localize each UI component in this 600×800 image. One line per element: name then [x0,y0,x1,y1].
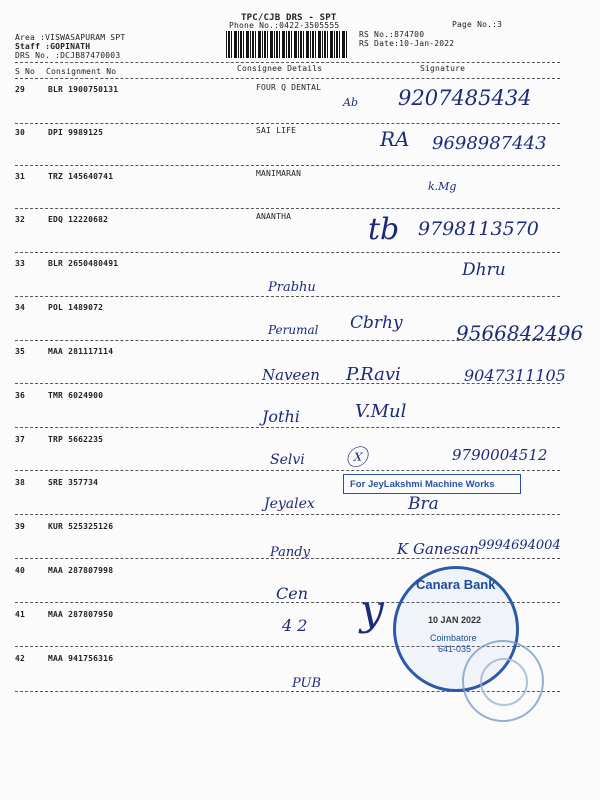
row-divider [15,165,560,166]
row-divider [15,123,560,124]
signature-scribble: y [360,585,384,634]
row-consignment: BLR 2650480491 [48,259,119,268]
row-divider [15,514,560,515]
row-sno: 37 [15,435,26,444]
row-consignment: BLR 1900750131 [48,85,119,94]
area-label: Area :VISWASAPURAM SPT [15,33,126,42]
handwritten-name: Perumal [268,323,319,337]
handwritten-name: Selvi [270,452,305,468]
signature-scribble: Ab [343,96,358,109]
row-consignment: MAA 941756316 [48,654,114,663]
row-consignment: KUR 525325126 [48,522,114,531]
bank-seal-name: Canara Bank [416,577,496,592]
rs-number: RS No.:874700 [359,30,425,39]
signature-scribble: Dhru [462,260,506,280]
handwritten-phone: 9790004512 [452,446,548,464]
handwritten-signature: 4 2 [282,616,308,635]
row-consignment: POL 1489072 [48,303,104,312]
company-stamp: For JeyLakshmi Machine Works [343,474,521,494]
header-divider [15,62,560,63]
row-sno: 30 [15,128,26,137]
handwritten-phone: 9698987443 [432,133,547,154]
signature-scribble: Cbrhy [350,313,403,333]
signature-scribble: tb [368,212,400,247]
drs-number: DRS No. :DCJB87470003 [15,51,121,60]
page-number: Page No.:3 [452,20,503,29]
column-header-signature: Signature [420,64,466,73]
handwritten-name: Naveen [262,366,320,384]
row-sno: 42 [15,654,26,663]
handwritten-signature: k.Mg [428,180,457,193]
row-consignment: TMR 6024900 [48,391,104,400]
row-consignment: MAA 287807950 [48,610,114,619]
row-sno: 41 [15,610,26,619]
bank-seal-pin: 641-035 [438,644,472,654]
column-header-sno: S No [15,67,36,76]
row-consignment: TRP 5662235 [48,435,104,444]
handwritten-signature: V.Mul [355,401,407,422]
handwritten-signature: PUB [292,676,322,691]
staff-label: Staff :GOPINATH [15,42,91,51]
handwritten-name: Jothi [262,407,300,426]
signature-scribble: Bra [408,494,439,514]
row-consignment: MAA 281117114 [48,347,114,356]
row-sno: 31 [15,172,26,181]
row-sno: 36 [15,391,26,400]
row-consignment: TRZ 145640741 [48,172,114,181]
row-sno: 29 [15,85,26,94]
handwritten-signature: K Ganesan [397,540,479,558]
handwritten-name: Jeyalex [264,496,315,512]
row-sno: 35 [15,347,26,356]
row-divider [15,427,560,428]
row-consignment: DPI 9989125 [48,128,104,137]
row-consignee: FOUR Q DENTAL [256,83,322,92]
row-consignee: SAI LIFE [256,126,297,135]
row-consignee: ANANTHA [256,212,292,221]
row-divider [15,296,560,297]
row-consignee: MANIMARAN [256,169,302,178]
handwritten-phone: 9566842496 [456,321,584,345]
row-sno: 33 [15,259,26,268]
row-sno: 34 [15,303,26,312]
bank-seal-city: Coimbatore [430,633,477,643]
signature-scribble: RA [380,127,410,151]
bank-seal-date: 10 JAN 2022 [428,615,482,625]
handwritten-signature: Cen [276,584,309,603]
faded-seal-inner [480,658,528,706]
row-sno: 38 [15,478,26,487]
row-consignment: MAA 287807998 [48,566,114,575]
row-sno: 39 [15,522,26,531]
column-header-consignment: Consignment No [46,67,117,76]
faded-seal [462,640,544,722]
barcode [226,31,348,58]
row-divider [15,470,560,471]
handwritten-phone: 9798113570 [418,218,539,240]
row-sno: 32 [15,215,26,224]
handwritten-phone: 9994694004 [478,538,561,553]
column-header-divider [15,78,560,79]
row-sno: 40 [15,566,26,575]
handwritten-name: Prabhu [268,280,316,295]
row-divider [15,252,560,253]
rs-date: RS Date:10-Jan-2022 [359,39,455,48]
row-divider [15,208,560,209]
document-title: TPC/CJB DRS - SPT [241,13,337,23]
phone-number: Phone No.:0422-3505555 [229,21,340,30]
signature-scribble: ⓧ [345,446,368,471]
handwritten-phone: 9047311105 [464,366,566,385]
row-consignment: EDQ 12220682 [48,215,109,224]
handwritten-name: Pandy [270,545,310,560]
handwritten-signature: P.Ravi [346,364,401,385]
row-consignment: SRE 357734 [48,478,99,487]
column-header-consignee: Consignee Details [237,64,323,73]
handwritten-phone: 9207485434 [398,86,532,110]
